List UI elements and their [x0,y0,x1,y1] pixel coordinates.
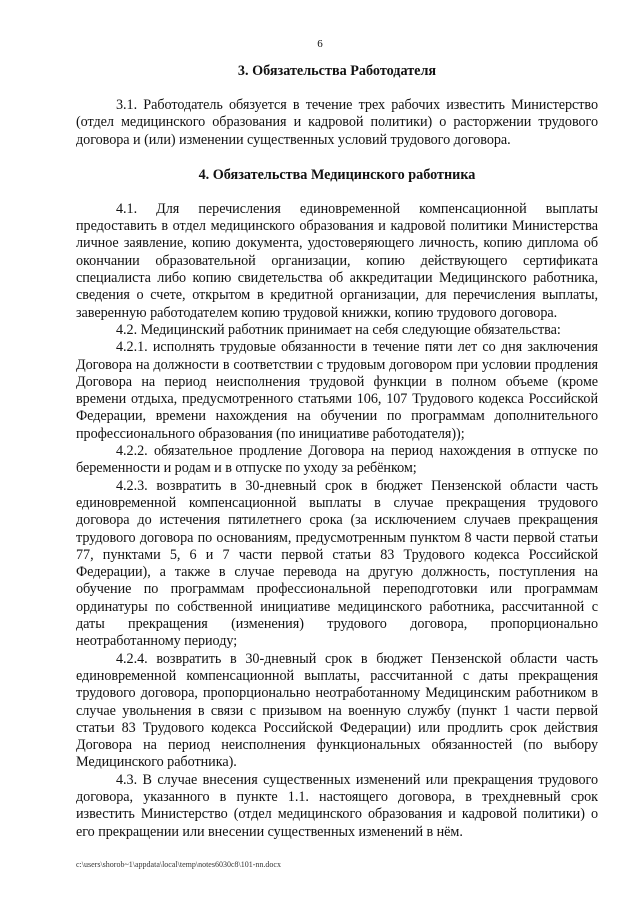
paragraph-4-2-3: 4.2.3. возвратить в 30-дневный срок в бюджет Пензенской области часть единовременной компенсационной выплаты в случае прекращения трудового договора до истечения пятилетнего срока (за исключением случаев прекращения трудового договора по основаниям, предусмотренным пунктом 8 части первой статьи 77, пунктами 5, 6 и 7 части первой статьи 83 Трудового кодекса Российской Федерации), а также в случае перевода на другую должность, поступления на обучение по программам профессиональной переподготовки или программам ординатуры по собственной инициативе медицинского работника, рассчитанной с даты прекращения (изменения) трудового договора, пропорционально неотработанному периоду; [76,477,598,650]
paragraph-4-1: 4.1. Для перечисления единовременной компенсационной выплаты предоставить в отдел медицинского образования и кадровой политики Министерства личное заявление, копию документа, удостоверяющего личность, копию диплома об окончании образовательной организации, копию действующего сертификата специалиста либо копию свидетельства об аккредитации Медицинского работника, сведения о счете, открытом в кредитной организации, для перечисления выплаты, заверенную работодателем копию трудовой книжки, копию трудового договора. [76,200,598,321]
paragraph-4-3: 4.3. В случае внесения существенных изменений или прекращения трудового договора, указанного в пункте 1.1. настоящего договора, в трехдневный срок известить Министерство (отдел медицинского образования и кадровой политики) о его прекращении или внесении существенных изменений в нём. [76,771,598,840]
paragraph-4-2-2: 4.2.2. обязательное продление Договора на период нахождения в отпуске по беременности и родам и в отпуске по уходу за ребёнком; [76,443,598,477]
section-4-heading: 4. Обязательства Медицинского работника [198,166,476,183]
paragraph-4-2-4: 4.2.4. возвратить в 30-дневный срок в бюджет Пензенской области часть единовременной компенсационной выплаты, рассчитанной с даты прекращения трудового договора, пропорционально неотработанному Медицинским работником в случае увольнения в связи с призывом на военную службу (пункт 1 части первой статьи 83 Трудового кодекса Российской Федерации) или продлить срок действия Договора на период неисполнения функциональных обязанностей (по выбору Медицинского работника). [76,650,598,771]
file-path-footer: c:\users\shorob~1\appdata\local\temp\notes6030c8\101-nn.docx [76,860,281,869]
paragraph-4-2-1: 4.2.1. исполнять трудовые обязанности в течение пяти лет со дня заключения Договора на должности в соответствии с трудовым договором при условии продления Договора на период неисполнения трудовой функции в полном объеме (кроме времени отдыха, предусмотренного статьями 106, 107 Трудового кодекса Российской Федерации, времени нахождения на обучении по программам дополнительного профессионального образования (по инициативе работодателя)); [76,339,598,442]
section-3-heading: 3. Обязательства Работодателя [237,63,437,79]
paragraph-3-1: 3.1. Работодатель обязуется в течение трех рабочих известить Министерство (отдел медицинского образования и кадровой политики) о расторжении трудового договора и (или) изменении существенных условий трудового договора. [76,97,598,148]
page-number: 6 [317,38,323,50]
document-body [76,63,598,841]
paragraph-4-2: 4.2. Медицинский работник принимает на себя следующие обязательства: [116,321,561,338]
